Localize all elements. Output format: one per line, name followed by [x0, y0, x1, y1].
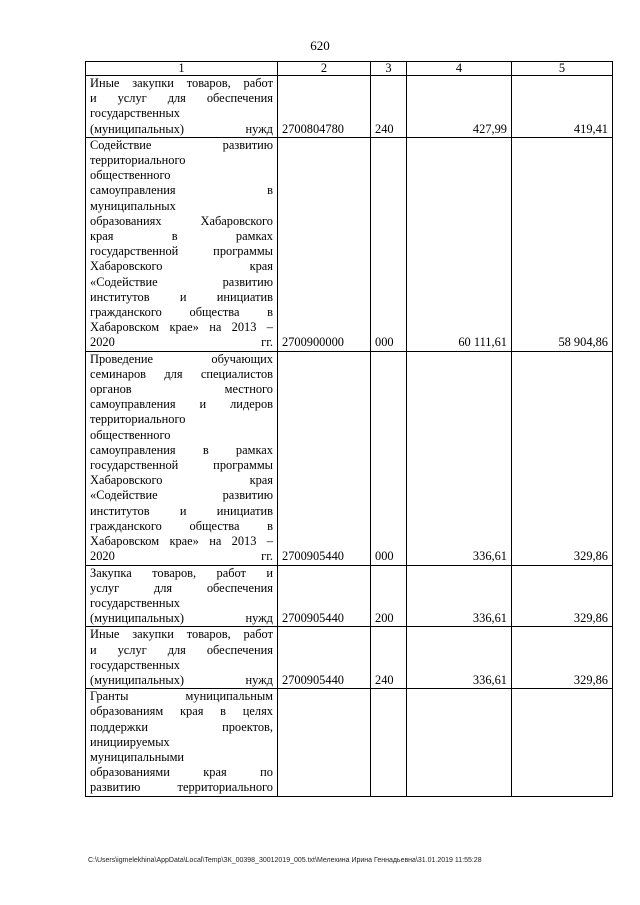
row-value-5: 58 904,86 [512, 137, 613, 351]
table-row [86, 627, 613, 689]
row-code: 2700905440 [278, 627, 371, 689]
column-header-5: 5 [512, 62, 613, 76]
row-code: 2700804780 [278, 76, 371, 138]
row-name: Гранты муниципальным образованиям края в целях поддержки проектов, инициируемых муниципальными образованиями края по развитию территориального [86, 689, 278, 796]
column-header-1: 1 [86, 62, 278, 76]
row-value-5: 329,86 [512, 565, 613, 627]
table-row [86, 565, 613, 627]
row-type: 000 [371, 137, 407, 351]
row-code: 2700905440 [278, 351, 371, 565]
row-code: 2700905440 [278, 565, 371, 627]
header-row [86, 62, 613, 76]
row-value-5: 419,41 [512, 76, 613, 138]
row-value-4: 336,61 [407, 627, 512, 689]
row-value-4 [407, 689, 512, 796]
page-number: 620 [310, 38, 330, 53]
row-code: 2700900000 [278, 137, 371, 351]
row-type: 000 [371, 351, 407, 565]
row-type [371, 689, 407, 796]
table-row [86, 689, 613, 796]
footer-file-path: C:\Users\igmelekhina\AppData\Local\Temp\ЗК_00398_30012019_005.txt\Мелехина Ирина Геннадьевна\31.01.2019 11:55:28 [88, 857, 482, 864]
row-name: Проведение обучающих семинаров для специалистов органов местного самоуправления и лидеров территориального общественного самоуправления в рамках государственной программы Хабаровского края «Содействие развитию институтов и инициатив гражданского общества в Хабаровском крае» на 2013 – 2020 гг. [86, 351, 278, 565]
row-code [278, 689, 371, 796]
table-row [86, 137, 613, 351]
column-header-4: 4 [407, 62, 512, 76]
row-value-4: 336,61 [407, 565, 512, 627]
row-value-4: 336,61 [407, 351, 512, 565]
row-name: Иные закупки товаров, работ и услуг для обеспечения государственных (муниципальных) нужд [86, 76, 278, 138]
row-value-4: 60 111,61 [407, 137, 512, 351]
row-value-5: 329,86 [512, 627, 613, 689]
row-name: Иные закупки товаров, работ и услуг для обеспечения государственных (муниципальных) нужд [86, 627, 278, 689]
row-name: Закупка товаров, работ и услуг для обеспечения государственных (муниципальных) нужд [86, 565, 278, 627]
budget-table [85, 61, 613, 797]
row-type: 240 [371, 76, 407, 138]
row-type: 240 [371, 627, 407, 689]
column-header-3: 3 [371, 62, 407, 76]
row-name: Содействие развитию территориального общественного самоуправления в муниципальных образованиях Хабаровского края в рамках государственной программы Хабаровского края «Содействие развитию институтов и инициатив гражданского общества в Хабаровском крае» на 2013 – 2020 гг. [86, 137, 278, 351]
row-value-5: 329,86 [512, 351, 613, 565]
column-header-2: 2 [278, 62, 371, 76]
table-row [86, 351, 613, 565]
table-row [86, 76, 613, 138]
row-type: 200 [371, 565, 407, 627]
row-value-5 [512, 689, 613, 796]
row-value-4: 427,99 [407, 76, 512, 138]
